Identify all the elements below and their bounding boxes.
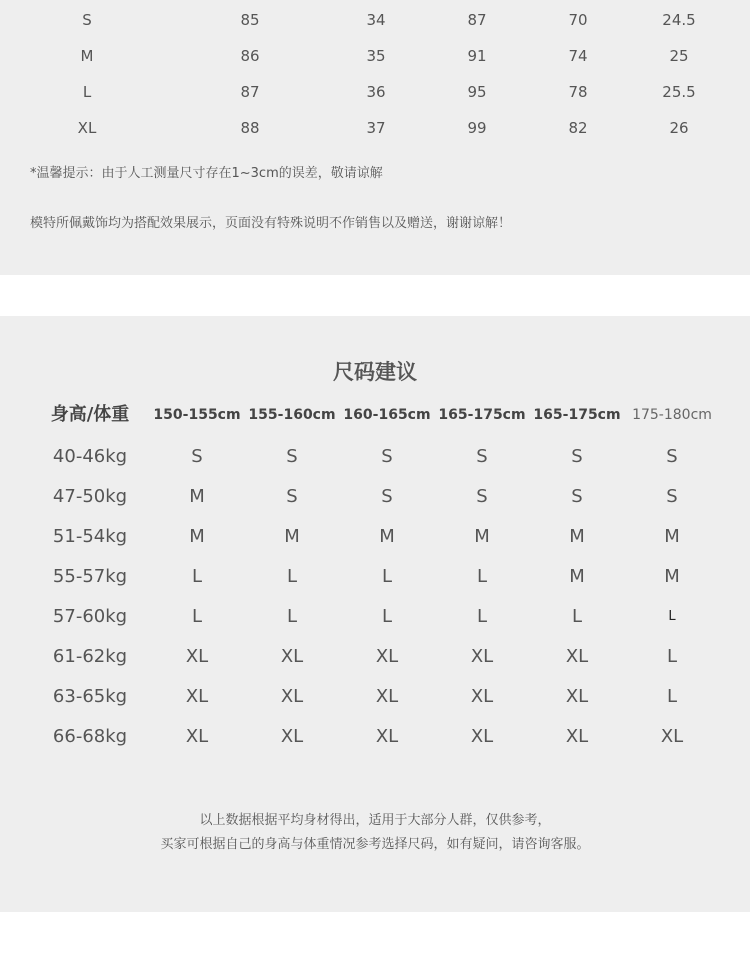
size-cell: L [666, 686, 678, 707]
size-cell: S [571, 446, 583, 467]
recommendation-title: 尺码建议 [333, 360, 417, 384]
header-height-range: 175-180cm [632, 407, 712, 423]
size-cell: 78 [568, 83, 588, 101]
size-cell: XL [280, 646, 304, 667]
size-cell: 91 [467, 47, 487, 65]
size-cell: M [569, 526, 585, 547]
size-cell: S [571, 486, 583, 507]
size-cell: L [286, 566, 298, 587]
size-cell: M [379, 526, 395, 547]
size-cell: XL [375, 646, 399, 667]
weight-range: 61-62kg [52, 646, 128, 667]
size-cell: XL [470, 646, 494, 667]
recommendation-row [0, 562, 750, 592]
size-cell: 25.5 [662, 83, 696, 101]
measurement-tip: *温馨提示：由于人工测量尺寸存在1~3cm的误差，敬请谅解 [30, 166, 383, 181]
header-height-weight: 身高/体重 [50, 404, 130, 425]
size-cell: 74 [568, 47, 588, 65]
size-cell: 85 [240, 11, 260, 29]
size-cell: M [569, 566, 585, 587]
size-cell: 36 [366, 83, 386, 101]
recommendation-row [0, 722, 750, 752]
size-cell: 25 [669, 47, 689, 65]
size-cell: 86 [240, 47, 260, 65]
size-cell: 34 [366, 11, 386, 29]
size-cell: M [284, 526, 300, 547]
model-accessory-note: 模特所佩戴饰均为搭配效果展示，页面没有特殊说明不作销售以及赠送，谢谢谅解！ [30, 216, 512, 231]
recommendation-row [0, 442, 750, 472]
size-cell: XL [565, 646, 589, 667]
size-cell: L [476, 566, 488, 587]
size-cell: 35 [366, 47, 386, 65]
size-table-row [0, 44, 750, 68]
size-cell: S [381, 446, 393, 467]
recommendation-footer-line-1: 以上数据根据平均身材得出，适用于大部分人群，仅供参考， [199, 813, 551, 828]
weight-range: 51-54kg [52, 526, 128, 547]
size-cell: 26 [669, 119, 689, 137]
recommendation-row [0, 682, 750, 712]
size-cell: XL [470, 686, 494, 707]
size-table-row [0, 8, 750, 32]
recommendation-row [0, 482, 750, 512]
size-cell: S [381, 486, 393, 507]
size-recommendation-panel [0, 316, 750, 912]
header-height-range: 165-175cm [438, 407, 526, 423]
size-cell: L [668, 609, 676, 624]
size-cell: L [571, 606, 583, 627]
size-cell: XL [375, 686, 399, 707]
size-cell: L [286, 606, 298, 627]
weight-range: 66-68kg [52, 726, 128, 747]
weight-range: 55-57kg [52, 566, 128, 587]
size-cell: 87 [467, 11, 487, 29]
size-cell: 95 [467, 83, 487, 101]
size-cell: 82 [568, 119, 588, 137]
size-cell: M [189, 526, 205, 547]
size-table-row [0, 80, 750, 104]
size-cell: XL [470, 726, 494, 747]
size-cell: L [381, 566, 393, 587]
size-cell: 37 [366, 119, 386, 137]
size-cell: XL [280, 726, 304, 747]
size-cell: S [286, 446, 298, 467]
size-cell: XL [185, 646, 209, 667]
recommendation-header-row [0, 400, 750, 430]
size-cell: S [191, 446, 203, 467]
size-cell: XL [565, 726, 589, 747]
size-cell: XL [660, 726, 684, 747]
size-cell: XL [185, 726, 209, 747]
size-cell: 70 [568, 11, 588, 29]
size-cell: M [80, 47, 94, 65]
size-cell: 88 [240, 119, 260, 137]
recommendation-row [0, 522, 750, 552]
size-cell: S [82, 11, 92, 29]
size-cell: L [666, 646, 678, 667]
weight-range: 63-65kg [52, 686, 128, 707]
size-table-row [0, 116, 750, 140]
size-cell: XL [565, 686, 589, 707]
weight-range: 40-46kg [52, 446, 128, 467]
size-cell: L [191, 606, 203, 627]
size-cell: XL [77, 119, 97, 137]
recommendation-row [0, 642, 750, 672]
size-cell: M [664, 526, 680, 547]
recommendation-row [0, 602, 750, 632]
size-cell: S [476, 486, 488, 507]
size-cell: S [286, 486, 298, 507]
recommendation-footer-line-2: 买家可根据自己的身高与体重情况参考选择尺码，如有疑问，请咨询客服。 [160, 837, 590, 852]
size-measurement-panel [0, 0, 750, 275]
weight-range: 57-60kg [52, 606, 128, 627]
size-cell: L [476, 606, 488, 627]
size-cell: 24.5 [662, 11, 696, 29]
header-height-range: 150-155cm [153, 407, 241, 423]
size-cell: L [82, 83, 92, 101]
size-cell: S [666, 446, 678, 467]
size-cell: M [664, 566, 680, 587]
size-cell: XL [185, 686, 209, 707]
weight-range: 47-50kg [52, 486, 128, 507]
size-cell: L [381, 606, 393, 627]
header-height-range: 165-175cm [533, 407, 621, 423]
size-cell: 99 [467, 119, 487, 137]
size-cell: 87 [240, 83, 260, 101]
header-height-range: 155-160cm [248, 407, 336, 423]
size-cell: S [666, 486, 678, 507]
size-cell: XL [375, 726, 399, 747]
size-cell: M [474, 526, 490, 547]
size-cell: XL [280, 686, 304, 707]
size-cell: L [191, 566, 203, 587]
size-cell: M [189, 486, 205, 507]
header-height-range: 160-165cm [343, 407, 431, 423]
size-cell: S [476, 446, 488, 467]
